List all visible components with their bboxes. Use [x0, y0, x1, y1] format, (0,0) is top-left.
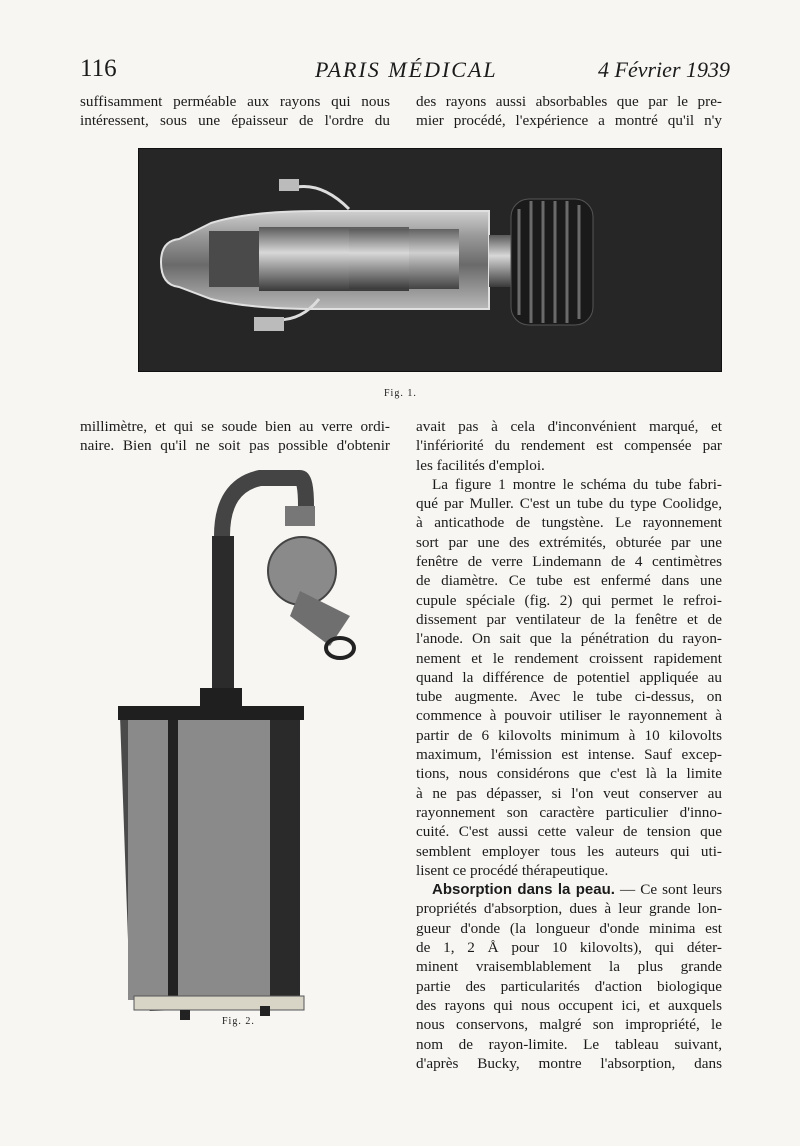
text-line: minent vraisemblablement la plus grande [416, 958, 722, 976]
text-line: naire. Bien qu'il ne soit pas possible d'obtenir [80, 437, 390, 455]
text-line: nom de rayon-limite. Le tableau suivant, [416, 1035, 722, 1053]
text-line: commence à pouvoir utiliser le rayonnement à [416, 707, 722, 725]
section-heading: Absorption dans la peau. [432, 881, 615, 899]
top-right-text [416, 92, 722, 131]
text-line: intéressent, sous une épaisseur de l'ordre du [80, 112, 390, 130]
text-line: l'infériorité du rendement est compensée par [416, 437, 722, 455]
journal-title: PARIS MÉDICAL [315, 57, 498, 82]
text-line: La figure 1 montre le schéma du tube fabri- [432, 475, 722, 493]
issue-date: 4 Février 1939 [598, 57, 730, 82]
text-line: des rayons qui nous occupent ici, et auxquels [416, 996, 722, 1014]
text-line: à ne pas dépasser, si l'on veut conserver au [416, 784, 722, 802]
text-line: gueur d'onde (la longueur d'onde minima est [416, 919, 722, 937]
text-line: qué par Muller. C'est un tube du type Coolidge, [416, 495, 722, 513]
text-line: millimètre, et qui se soude bien au verre ordi- [80, 418, 390, 435]
text-line: avait pas à cela d'inconvénient marqué, et [416, 418, 722, 435]
mid-left-text [80, 417, 390, 456]
text-line: de 1, 2 Å pour 10 kilovolts), qui déter- [416, 939, 722, 957]
right-column-text [416, 417, 722, 1073]
text-line: — Ce sont leurs [614, 881, 723, 899]
text-line: tube augmente. Avec le tube ci-dessus, on [416, 688, 722, 706]
figure-2-caption: Fig. 2. [222, 1016, 255, 1027]
text-line: dissement par ventilateur de la fenêtre et de [416, 610, 722, 628]
running-header [80, 55, 730, 91]
top-left-text [80, 92, 390, 131]
text-line: fenêtre de verre Lindemann de 4 centimètres [416, 553, 722, 571]
text-line: les facilités d'emploi. [416, 456, 545, 474]
text-line: quand la différence de potentiel appliquée au [416, 668, 722, 686]
text-line: maximum, l'émission est intense. Sauf excep- [416, 746, 722, 764]
text-line: suffisamment perméable aux rayons qui nous [80, 93, 390, 110]
text-line: rayonnement son caractère particulier d'inno- [416, 803, 722, 821]
page-number: 116 [80, 55, 117, 82]
figure-2-apparatus [110, 466, 400, 1031]
text-line: partie des particularités d'action biologique [416, 977, 722, 995]
text-line: d'après Bucky, montre l'absorption, dans [416, 1054, 722, 1072]
text-line: tions, nous considérons que c'est là la limite [416, 765, 722, 783]
text-line: partir de 6 kilovolts minimum à 10 kilovolts [416, 726, 722, 744]
text-line: cupule spéciale (fig. 2) qui permet le refroi- [416, 591, 722, 609]
text-line: semblent employer tous les auteurs qui uti- [416, 842, 722, 860]
text-line: lisent ce procédé thérapeutique. [416, 861, 609, 879]
text-line: nement et le rendement croissent rapidement [416, 649, 722, 667]
figure-1-caption: Fig. 1. [384, 388, 417, 399]
text-line: nous conservons, malgré son impropriété, le [416, 1016, 722, 1034]
text-line: mier procédé, l'expérience a montré qu'il n'y [416, 112, 722, 130]
section-heading-line [416, 880, 722, 899]
text-line: de diamètre. Ce tube est enfermé dans une [416, 572, 722, 590]
figure-1-xray-tube [138, 148, 722, 372]
text-line: sort par une des extrémités, obturée par une [416, 533, 722, 551]
text-line: à anticathode de tungstène. Le rayonnement [416, 514, 722, 532]
text-line: l'anode. On sait que la pénétration du rayon- [416, 630, 722, 648]
text-line: des rayons aussi absorbables que par le pre- [416, 93, 722, 110]
text-line: propriétés d'absorption, dues à leur grande lon- [416, 900, 722, 918]
text-line: cuité. C'est aussi cette valeur de tension que [416, 823, 722, 841]
